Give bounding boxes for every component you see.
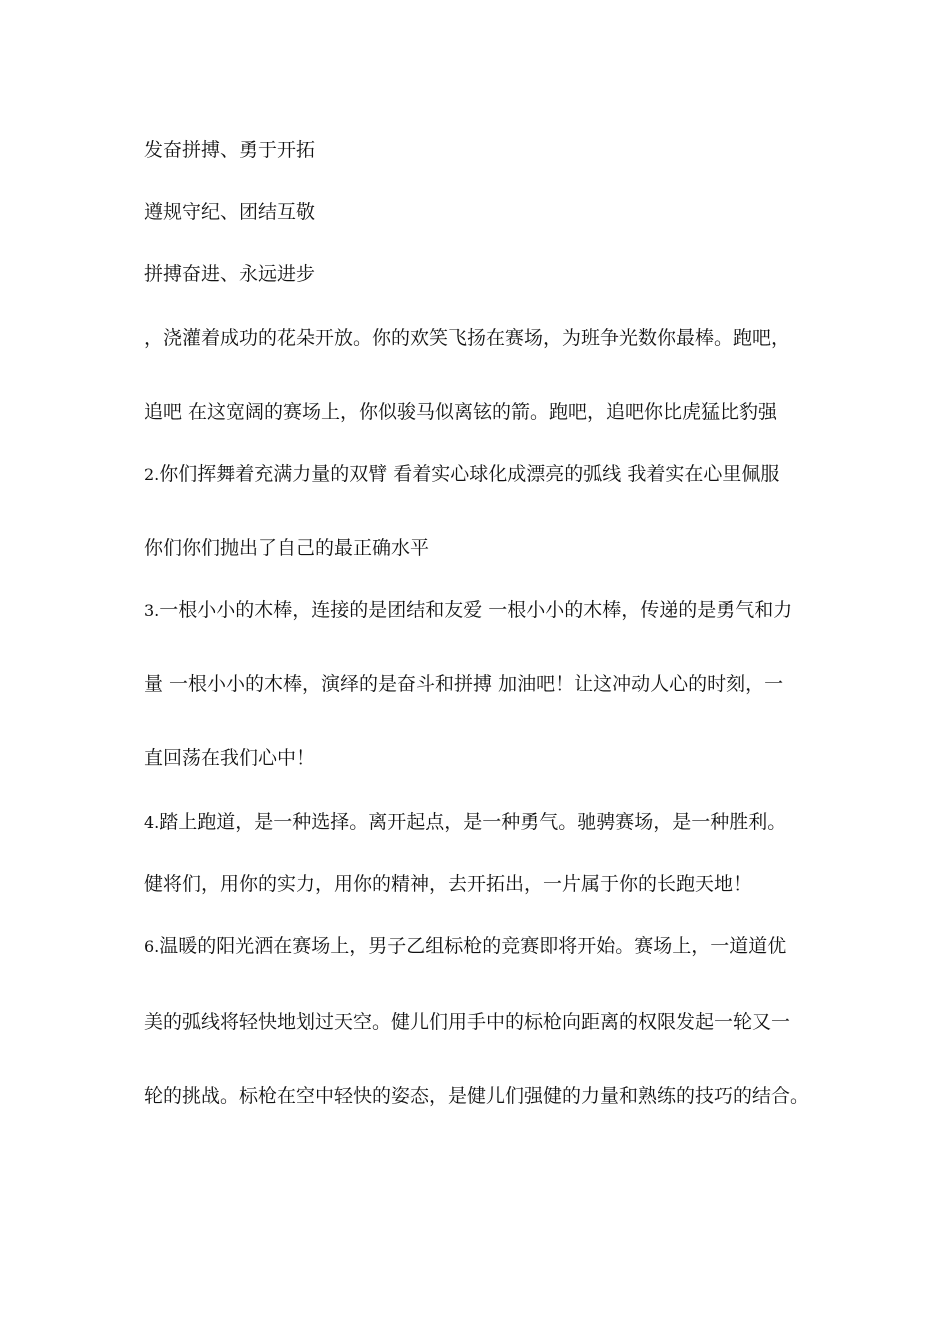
text-line <box>144 810 824 835</box>
line-text: 温暖的阳光洒在赛场上，男子乙组标枪的竞赛即将开始。赛场上，一道道优 <box>159 935 787 957</box>
line-text: 量 一根小小的木棒，演绎的是奋斗和拼搏 加油吧！让这冲动人心的时刻，一 <box>144 673 784 695</box>
line-text: 美的弧线将轻快地划过天空。健儿们用手中的标枪向距离的权限发起一轮又一 <box>144 1011 791 1033</box>
item-number: 2. <box>144 465 160 484</box>
line-text: 直回荡在我们心中！ <box>144 747 316 769</box>
line-text: 你们你们抛出了自己的最正确水平 <box>144 537 430 559</box>
text-line <box>144 400 824 425</box>
text-line <box>144 934 824 959</box>
text-line <box>144 536 824 561</box>
line-text: 发奋拼搏、勇于开拓 <box>144 139 316 161</box>
line-text: 你们挥舞着充满力量的双臂 看着实心球化成漂亮的弧线 我着实在心里佩服 <box>159 463 780 485</box>
line-text: 健将们，用你的实力，用你的精神，去开拓出，一片属于你的长跑天地！ <box>144 873 753 895</box>
text-line <box>144 872 824 897</box>
item-number: 6. <box>144 937 160 956</box>
text-line <box>144 598 824 623</box>
line-text: 追吧 在这宽阔的赛场上，你似骏马似离铉的箭。跑吧，追吧你比虎猛比豹强 <box>144 401 778 423</box>
text-line <box>144 746 824 771</box>
item-number: 3. <box>144 601 160 620</box>
text-line <box>144 462 824 487</box>
text-line <box>144 200 824 225</box>
line-text: 拼搏奋进、永远进步 <box>144 263 316 285</box>
text-line <box>144 672 824 697</box>
line-text: ，浇灌着成功的花朵开放。你的欢笑飞扬在赛场，为班争光数你最棒。跑吧， <box>144 327 791 349</box>
line-text: 遵规守纪、团结互敬 <box>144 201 316 223</box>
text-line <box>144 138 824 163</box>
text-line <box>144 1084 824 1109</box>
line-text: 踏上跑道，是一种选择。离开起点，是一种勇气。驰骋赛场，是一种胜利。 <box>159 811 787 833</box>
text-line <box>144 326 824 351</box>
text-line <box>144 262 824 287</box>
item-number: 4. <box>144 813 160 832</box>
line-text: 轮的挑战。标枪在空中轻快的姿态，是健儿们强健的力量和熟练的技巧的结合。 <box>144 1085 810 1107</box>
text-line <box>144 1010 824 1035</box>
line-text: 一根小小的木棒，连接的是团结和友爱 一根小小的木棒，传递的是勇气和力 <box>159 599 793 621</box>
